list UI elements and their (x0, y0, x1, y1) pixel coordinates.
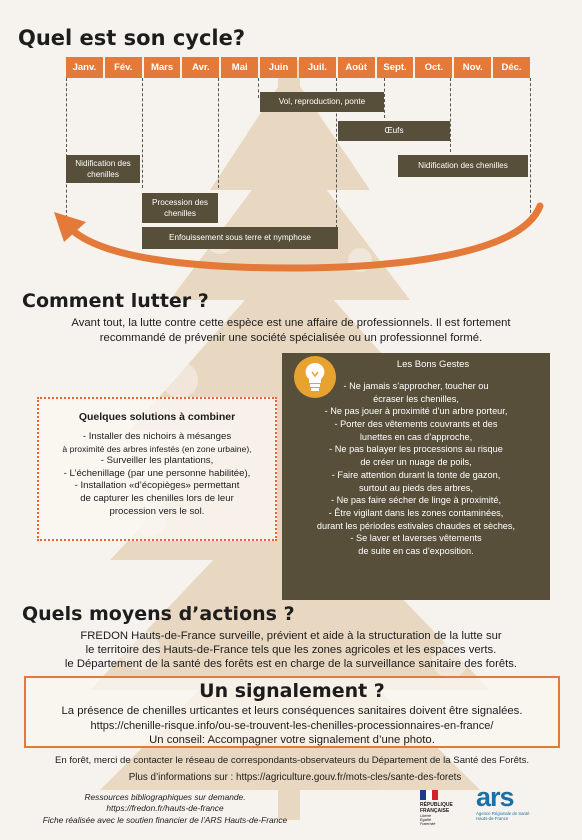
geste-item: - Ne pas jouer à proximité d’un arbre porteur, (324, 406, 508, 417)
month-dec: Déc. (493, 57, 530, 78)
geste-item: de créer un nuage de poils, (360, 457, 472, 468)
solution-item: de capturer les chenilles lors de leur (80, 492, 234, 504)
rf-motto1: Liberté (420, 814, 431, 818)
refs-ars-support: Fiche réalisée avec le soutien financier de l’ARS Hauts-de-France (42, 814, 288, 825)
solution-item: - Installation «d’écopièges» permettant (74, 480, 240, 492)
geste-item: surtout au pieds des arbres, (359, 482, 473, 493)
timeline-divider (384, 78, 385, 118)
month-mar: Mars (144, 57, 181, 78)
geste-item: de suite en cas d’exposition. (358, 545, 474, 556)
footer-plus-info: Plus d’informations sur : https://agriculture.gouv.fr/mots-cles/sante-des-forets (128, 772, 462, 783)
signalement-link[interactable]: https://chenille-risque.info/ou-se-trouvent-les-chenilles-processionnaires-en-france/ (90, 719, 494, 732)
timeline-divider (450, 78, 451, 152)
ars-sub1: Agence Régionale de Santé (476, 811, 530, 816)
month-aug: Août (338, 57, 375, 78)
event-enfouissement: Enfouissement sous terre et nymphose (142, 227, 338, 249)
signalement-title: Un signalement ? (199, 680, 385, 702)
marianne-flag-icon (420, 790, 438, 800)
month-sep: Sept. (377, 57, 414, 78)
cycle-title: Quel est son cycle? (18, 26, 246, 50)
republique-francaise-logo (420, 790, 468, 834)
lightbulb-icon (292, 354, 338, 400)
geste-item: - Ne pas balayer les processions au risque (329, 444, 503, 455)
moyens-line1: FREDON Hauts-de-France surveille, prévient et aide à la structuration de la lutte sur (80, 630, 502, 642)
lutter-intro-line1: Avant tout, la lutte contre cette espèce est une affaire de professionnels. Il est fortement (71, 317, 511, 329)
geste-item: lunettes en cas d’approche, (359, 431, 473, 442)
geste-item: - Être vigilant dans les zones contaminées, (328, 507, 504, 518)
signalement-box (24, 676, 560, 748)
event-vol-reproduction: Vol, reproduction, ponte (260, 92, 384, 112)
footer-references (30, 792, 300, 826)
event-procession: Procession des chenilles (142, 193, 218, 223)
geste-item: écraser les chenilles, (373, 393, 459, 404)
ars-logo-text: ars (476, 782, 514, 812)
month-feb: Fév. (105, 57, 142, 78)
geste-item: durant les périodes estivales chaudes et sèches, (316, 520, 516, 531)
month-nov: Nov. (454, 57, 491, 78)
event-nidification-right: Nidification des chenilles (398, 155, 528, 177)
timeline-divider (142, 78, 143, 188)
signalement-advice: Un conseil: Accompagner votre signalement d’une photo. (149, 733, 435, 746)
timeline-divider (530, 78, 531, 218)
timeline-divider (218, 78, 219, 188)
month-jan: Janv. (66, 57, 103, 78)
month-jul: Juil. (299, 57, 336, 78)
timeline-divider (66, 78, 67, 218)
solution-item: - Installer des nichoirs à mésanges (82, 431, 232, 442)
geste-item: - Ne pas faire sécher de linge à proximité, (330, 495, 502, 506)
refs-fredon-link[interactable]: https://fredon.fr/hauts-de-france (106, 803, 224, 814)
geste-item: - Faire attention durant la tonte de gazon, (331, 469, 501, 480)
rf-motto3: Fraternité (420, 822, 436, 826)
rf-motto2: Égalité (420, 818, 431, 822)
moyens-line3: le Département de la santé des forêts est en charge de la surveillance sanitaire des forêts. (64, 658, 518, 670)
moyens-line2: le territoire des Hauts-de-France tels que les zones agricoles et les espaces verts. (85, 644, 497, 656)
solution-item: - L’échenillage (par une personne habilitée), (63, 467, 251, 479)
ars-logo (476, 784, 548, 832)
solutions-title: Quelques solutions à combiner (78, 411, 236, 423)
solution-item: - Surveiller les plantations, (100, 455, 214, 466)
geste-item: - Porter des vêtements couvrants et des (334, 419, 498, 430)
month-apr: Avr. (182, 57, 219, 78)
geste-item: - Se laver et laverses vêtements (350, 533, 482, 544)
bons-gestes-title: Les Bons Gestes (396, 359, 470, 370)
solutions-box (37, 397, 277, 541)
event-oeufs: Œufs (338, 121, 450, 141)
rf-line1: RÉPUBLIQUE (420, 802, 453, 808)
event-nidification-left: Nidification des chenilles (66, 155, 140, 183)
refs-bibliographic: Ressources bibliographiques sur demande. (84, 792, 246, 802)
signalement-line1: La présence de chenilles urticantes et leurs conséquences sanitaires doivent être signalées. (61, 705, 523, 717)
lutter-intro-line2: recommandé de prévenir une société spécialisée ou un professionnel formé. (99, 332, 483, 344)
ars-sub2: Hauts-de-France (476, 816, 509, 821)
months-bar (66, 57, 530, 78)
rf-line2: FRANÇAISE (420, 808, 450, 814)
moyens-title: Quels moyens d’actions ? (22, 603, 295, 625)
footer-foret: En forêt, merci de contacter le réseau de correspondants-observateurs du Département de la Santé des Forêts. (54, 755, 530, 766)
geste-item: - Ne jamais s’approcher, toucher ou (343, 381, 489, 391)
timeline-divider (258, 78, 259, 98)
month-may: Mai (221, 57, 258, 78)
solution-item: procession vers le sol. (109, 505, 205, 517)
month-jun: Juin (260, 57, 297, 78)
month-oct: Oct. (415, 57, 452, 78)
lutter-title: Comment lutter ? (22, 290, 209, 312)
solution-item: à proximité des arbres infestés (en zone urbaine), (62, 443, 252, 454)
